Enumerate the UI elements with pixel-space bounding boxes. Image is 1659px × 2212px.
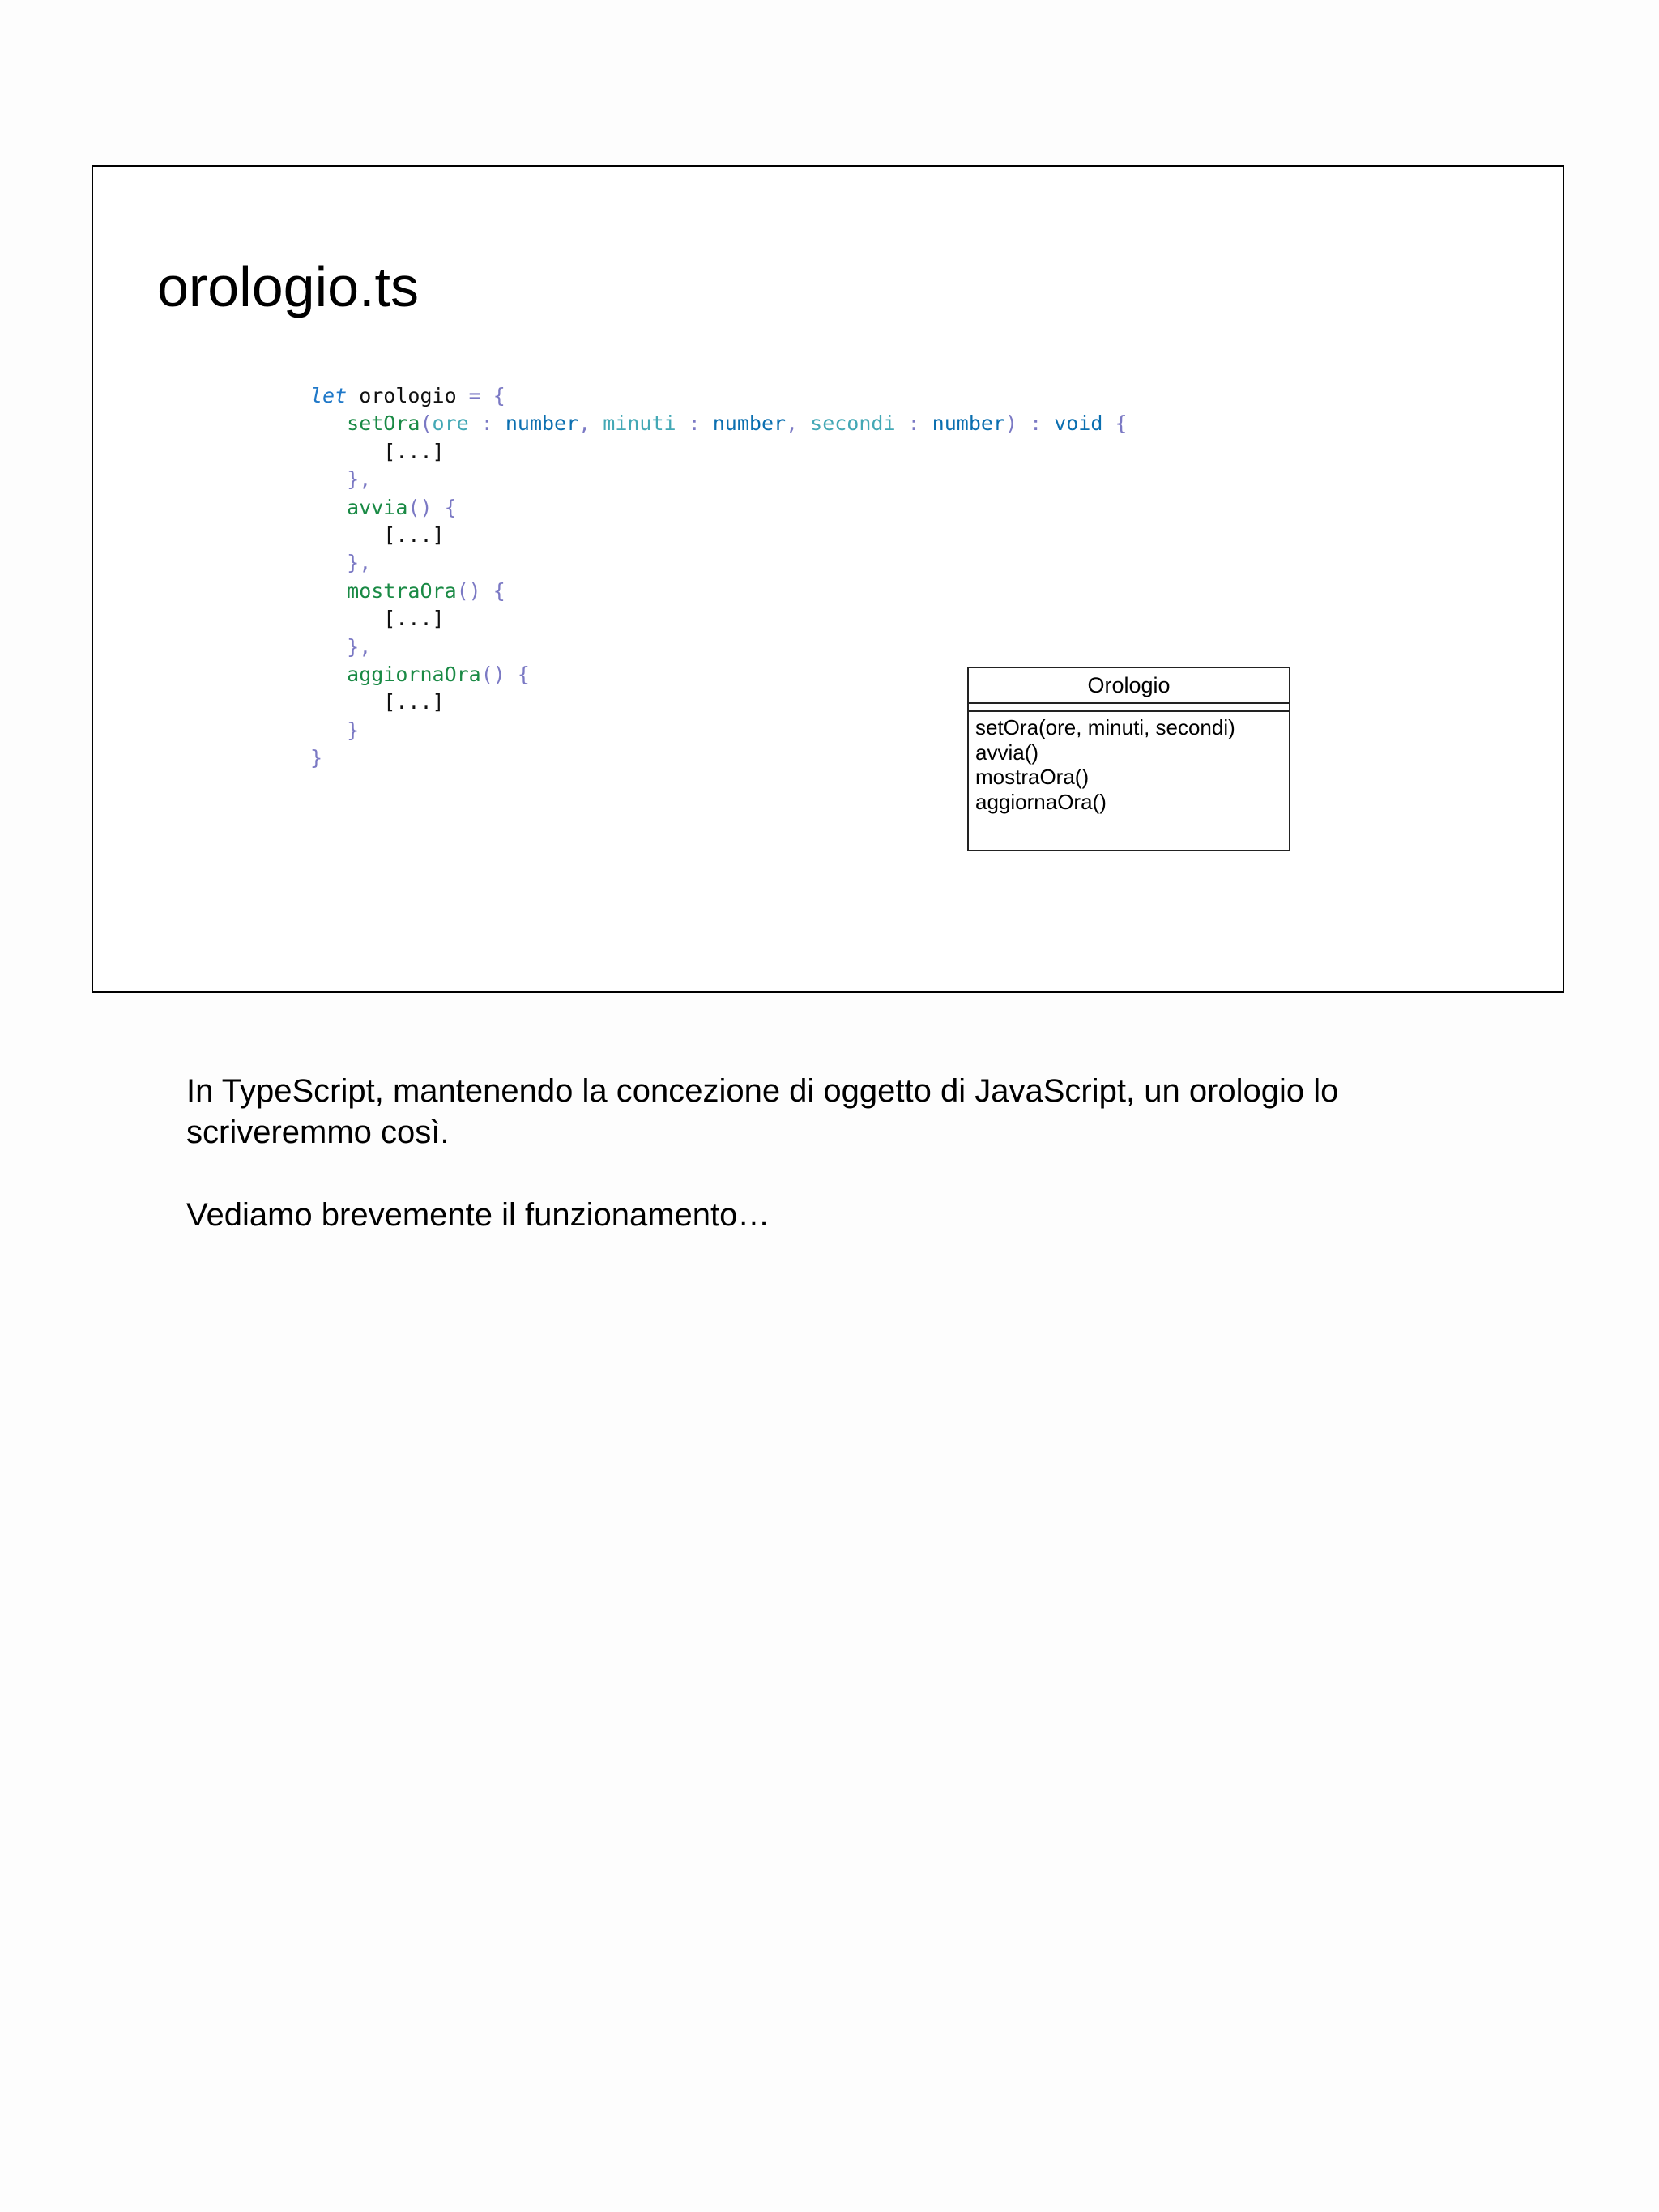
uml-method: mostraOra() bbox=[975, 765, 1090, 789]
code-token: { bbox=[1102, 411, 1128, 436]
code-token: [...] bbox=[310, 690, 445, 714]
code-token: : bbox=[676, 411, 713, 436]
code-token: , bbox=[578, 411, 603, 436]
code-line bbox=[310, 382, 1128, 410]
code-token: number bbox=[712, 411, 787, 436]
uml-attributes-section bbox=[969, 704, 1289, 712]
code-line bbox=[310, 410, 1128, 437]
code-token: () { bbox=[480, 662, 530, 686]
notes-paragraph: Vediamo brevemente il funzionamento… bbox=[186, 1197, 770, 1233]
code-token: ore bbox=[432, 411, 469, 436]
code-token: () { bbox=[407, 495, 457, 519]
code-token: = { bbox=[468, 384, 505, 407]
code-token: setOra bbox=[347, 411, 420, 436]
code-token: } bbox=[310, 718, 360, 742]
code-token: } bbox=[310, 746, 323, 770]
code-token: : bbox=[895, 411, 932, 436]
notes-paragraph: In TypeScript, mantenendo la concezione di oggetto di JavaScript, un orologio lo scriveremmo così. bbox=[186, 1073, 1339, 1150]
code-token: orologio bbox=[347, 384, 469, 407]
code-line bbox=[310, 605, 1128, 633]
code-token: () { bbox=[456, 578, 505, 603]
code-token: [...] bbox=[310, 522, 445, 547]
uml-method: setOra(ore, minuti, secondi) bbox=[975, 715, 1235, 739]
code-token: aggiornaOra bbox=[347, 662, 481, 686]
code-token: avvia bbox=[347, 495, 408, 519]
code-token bbox=[310, 579, 347, 603]
uml-methods-section bbox=[969, 712, 1289, 814]
code-token: [...] bbox=[310, 607, 445, 631]
code-token: [...] bbox=[310, 439, 445, 463]
code-token: secondi bbox=[810, 411, 896, 436]
slide-frame bbox=[92, 165, 1564, 993]
code-line bbox=[310, 466, 1128, 493]
code-token bbox=[310, 663, 347, 686]
code-line bbox=[310, 578, 1128, 605]
code-token: number bbox=[932, 411, 1005, 436]
code-token: }, bbox=[310, 634, 372, 658]
code-token: : bbox=[468, 411, 505, 436]
code-token: mostraOra bbox=[347, 578, 457, 603]
code-token bbox=[310, 411, 347, 435]
code-line bbox=[310, 633, 1128, 661]
uml-method: avvia() bbox=[975, 739, 1039, 765]
code-token: let bbox=[310, 384, 348, 407]
slide-title: orologio.ts bbox=[157, 255, 419, 318]
code-token: void bbox=[1054, 411, 1103, 436]
code-line bbox=[310, 522, 1128, 549]
code-token: ) : bbox=[1004, 411, 1055, 436]
uml-class-name: Orologio bbox=[969, 668, 1289, 704]
speaker-notes bbox=[186, 1071, 1515, 1236]
code-token: , bbox=[786, 411, 811, 436]
code-token: number bbox=[505, 411, 579, 436]
uml-method: aggiornaOra() bbox=[975, 789, 1107, 814]
code-token: ( bbox=[420, 411, 433, 436]
code-line bbox=[310, 438, 1128, 466]
code-line bbox=[310, 549, 1128, 577]
code-token: }, bbox=[310, 551, 372, 575]
code-token bbox=[310, 496, 347, 519]
uml-class-diagram bbox=[967, 667, 1290, 851]
code-token: }, bbox=[310, 467, 372, 492]
code-line bbox=[310, 494, 1128, 522]
code-token: minuti bbox=[603, 411, 676, 436]
